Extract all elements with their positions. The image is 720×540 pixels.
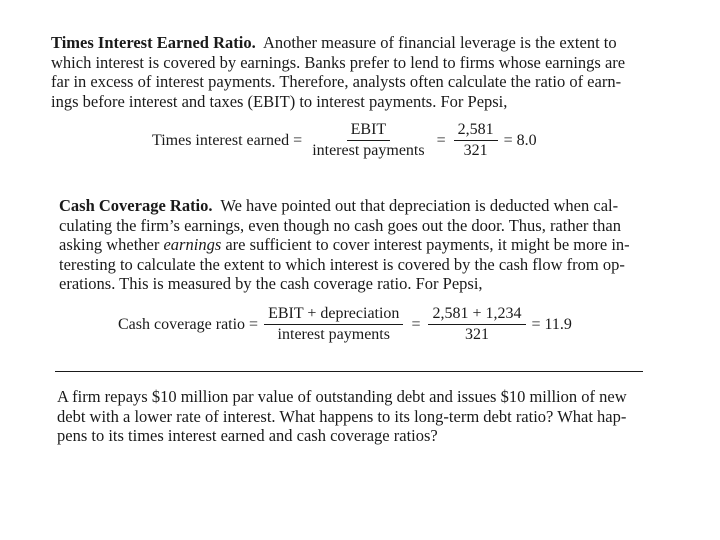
paragraph-line: debt with a lower rate of interest. What happens to its long-term debt ratio? What hap- [57, 406, 627, 426]
times-interest-earned-paragraph [51, 33, 636, 111]
equals-sign: = [411, 315, 421, 333]
formula-fraction-values [428, 305, 525, 344]
times-interest-earned-formula [152, 121, 537, 160]
paragraph-line: asking whether earnings are sufficient to cover interest payments, it might be more in- [59, 235, 630, 254]
paragraph-line: Times Interest Earned Ratio. Another measure of financial leverage is the extent to [51, 33, 617, 52]
cash-coverage-formula [118, 305, 572, 344]
paragraph-line: pens to its times interest earned and cash coverage ratios? [57, 426, 438, 445]
cash-coverage-paragraph [59, 196, 643, 294]
formula-fraction [308, 121, 428, 160]
section-heading-times-interest-earned: Times Interest Earned Ratio. [51, 33, 256, 52]
section-heading-cash-coverage: Cash Coverage Ratio. [59, 196, 213, 215]
paragraph-line: erations. This is measured by the cash coverage ratio. For Pepsi, [59, 274, 483, 293]
fraction-denominator: interest payments [312, 142, 425, 159]
paragraph-line: A firm repays $10 million par value of outstanding debt and issues $10 million of new [57, 387, 627, 406]
fraction-numerator: EBIT [347, 121, 391, 141]
fraction-numerator: 2,581 + 1,234 [428, 305, 525, 325]
formula-fraction [264, 305, 403, 344]
paragraph-line: culating the firm’s earnings, even though no cash goes out the door. Thus, rather than [59, 215, 621, 235]
paragraph-line: which interest is covered by earnings. Banks prefer to lend to firms whose earnings are [51, 52, 626, 72]
paragraph-line: ings before interest and taxes (EBIT) to interest payments. For Pepsi, [51, 91, 508, 111]
fraction-numerator: 2,581 [454, 121, 498, 141]
italic-emphasis: earnings [163, 235, 222, 254]
equals-sign: = [436, 131, 446, 149]
formula-fraction-values [454, 121, 498, 160]
question-paragraph [57, 387, 641, 446]
fraction-denominator: 321 [464, 326, 489, 343]
section-divider [55, 371, 643, 372]
fraction-denominator: 321 [463, 142, 488, 159]
fraction-denominator: interest payments [277, 326, 390, 343]
paragraph-line: Cash Coverage Ratio. We have pointed out that depreciation is deducted when cal- [59, 196, 619, 215]
paragraph-line: far in excess of interest payments. Therefore, analysts often calculate the ratio of earn- [51, 72, 622, 91]
formula-result: = 8.0 [503, 131, 537, 149]
formula-label: Cash coverage ratio = [118, 315, 259, 333]
formula-label: Times interest earned = [152, 131, 303, 149]
fraction-numerator: EBIT + depreciation [264, 305, 403, 325]
formula-result: = 11.9 [531, 315, 572, 333]
paragraph-line: teresting to calculate the extent to which interest is covered by the cash flow from op- [59, 254, 625, 274]
